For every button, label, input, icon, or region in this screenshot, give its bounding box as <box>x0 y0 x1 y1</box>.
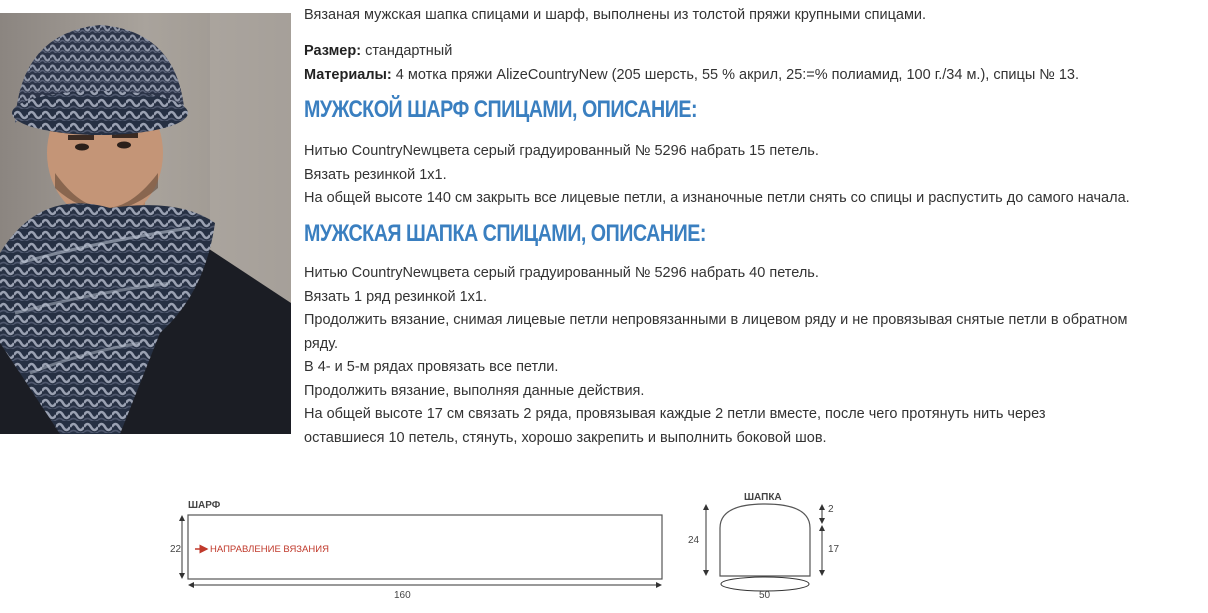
size-value: стандартный <box>365 43 453 59</box>
size-label: Размер: <box>304 43 362 59</box>
hat-width-label: 50 <box>759 590 771 601</box>
hat-line: Продолжить вязание, снимая лицевые петли непровязанными в лицевом ряду и не провязывая снятые петли в обратном <box>304 312 1128 328</box>
hat-line: Вязать 1 ряд резинкой 1х1. <box>304 288 487 305</box>
direction-label: НАПРАВЛЕНИЕ ВЯЗАНИЯ <box>210 544 329 555</box>
scarf-line: Нитью CountryNewцвета серый градуированный № 5296 набрать 15 петель. <box>304 143 819 159</box>
hat-circumference-arrow <box>721 577 809 591</box>
hat-heading: МУЖСКАЯ ШАПКА СПИЦАМИ, ОПИСАНИЕ: <box>304 220 706 247</box>
size-line <box>304 40 452 64</box>
intro-text: Вязаная мужская шапка спицами и шарф, выполнены из толстой пряжи крупными спицами. <box>304 7 927 23</box>
hat-line: В 4- и 5-м рядах провязать все петли. <box>304 359 559 375</box>
model-photo-illustration <box>0 13 291 434</box>
hat-line: Продолжить вязание, выполняя данные действия. <box>304 382 645 399</box>
scarf-title: ШАРФ <box>188 500 221 511</box>
materials-value: 4 мотка пряжи AlizeCountryNew (205 шерсть, 55 % акрил, 25:=% полиамид, 100 г./34 м.), спицы № 13. <box>395 67 1080 83</box>
scarf-heading: МУЖСКОЙ ШАРФ СПИЦАМИ, ОПИСАНИЕ: <box>304 96 698 123</box>
scarf-instructions <box>304 140 1194 211</box>
hat-line: На общей высоте 17 см связать 2 ряда, провязывая каждые 2 петли вместе, после чего протянуть нить через <box>304 406 1046 422</box>
hat-title: ШАПКА <box>744 492 782 503</box>
hat-height-label: 24 <box>688 535 700 546</box>
scarf-line: На общей высоте 140 см закрыть все лицевые петли, а изнаночные петли снять со спицы и распустить до самого начала. <box>304 190 1130 206</box>
hat-diagram <box>688 492 840 601</box>
materials-line <box>304 64 1079 88</box>
hat-instructions <box>304 262 1194 450</box>
model-photo <box>0 13 291 434</box>
hat-line: оставшиеся 10 петель, стянуть, хорошо закрепить и выполнить боковой шов. <box>304 429 827 446</box>
hat-body-label: 17 <box>828 544 840 555</box>
hat-line: Нитью CountryNewцвета серый градуированный № 5296 набрать 40 петель. <box>304 265 819 281</box>
hat-top-label: 2 <box>828 504 834 515</box>
materials-label: Материалы: <box>304 67 392 83</box>
scarf-height-label: 22 <box>170 544 182 555</box>
pattern-diagram <box>0 470 1208 613</box>
scarf-diagram <box>170 500 662 601</box>
hat-line: ряду. <box>304 335 339 352</box>
scarf-line: Вязать резинкой 1х1. <box>304 166 447 183</box>
scarf-length-label: 160 <box>394 590 411 601</box>
hat-shape <box>720 504 810 576</box>
